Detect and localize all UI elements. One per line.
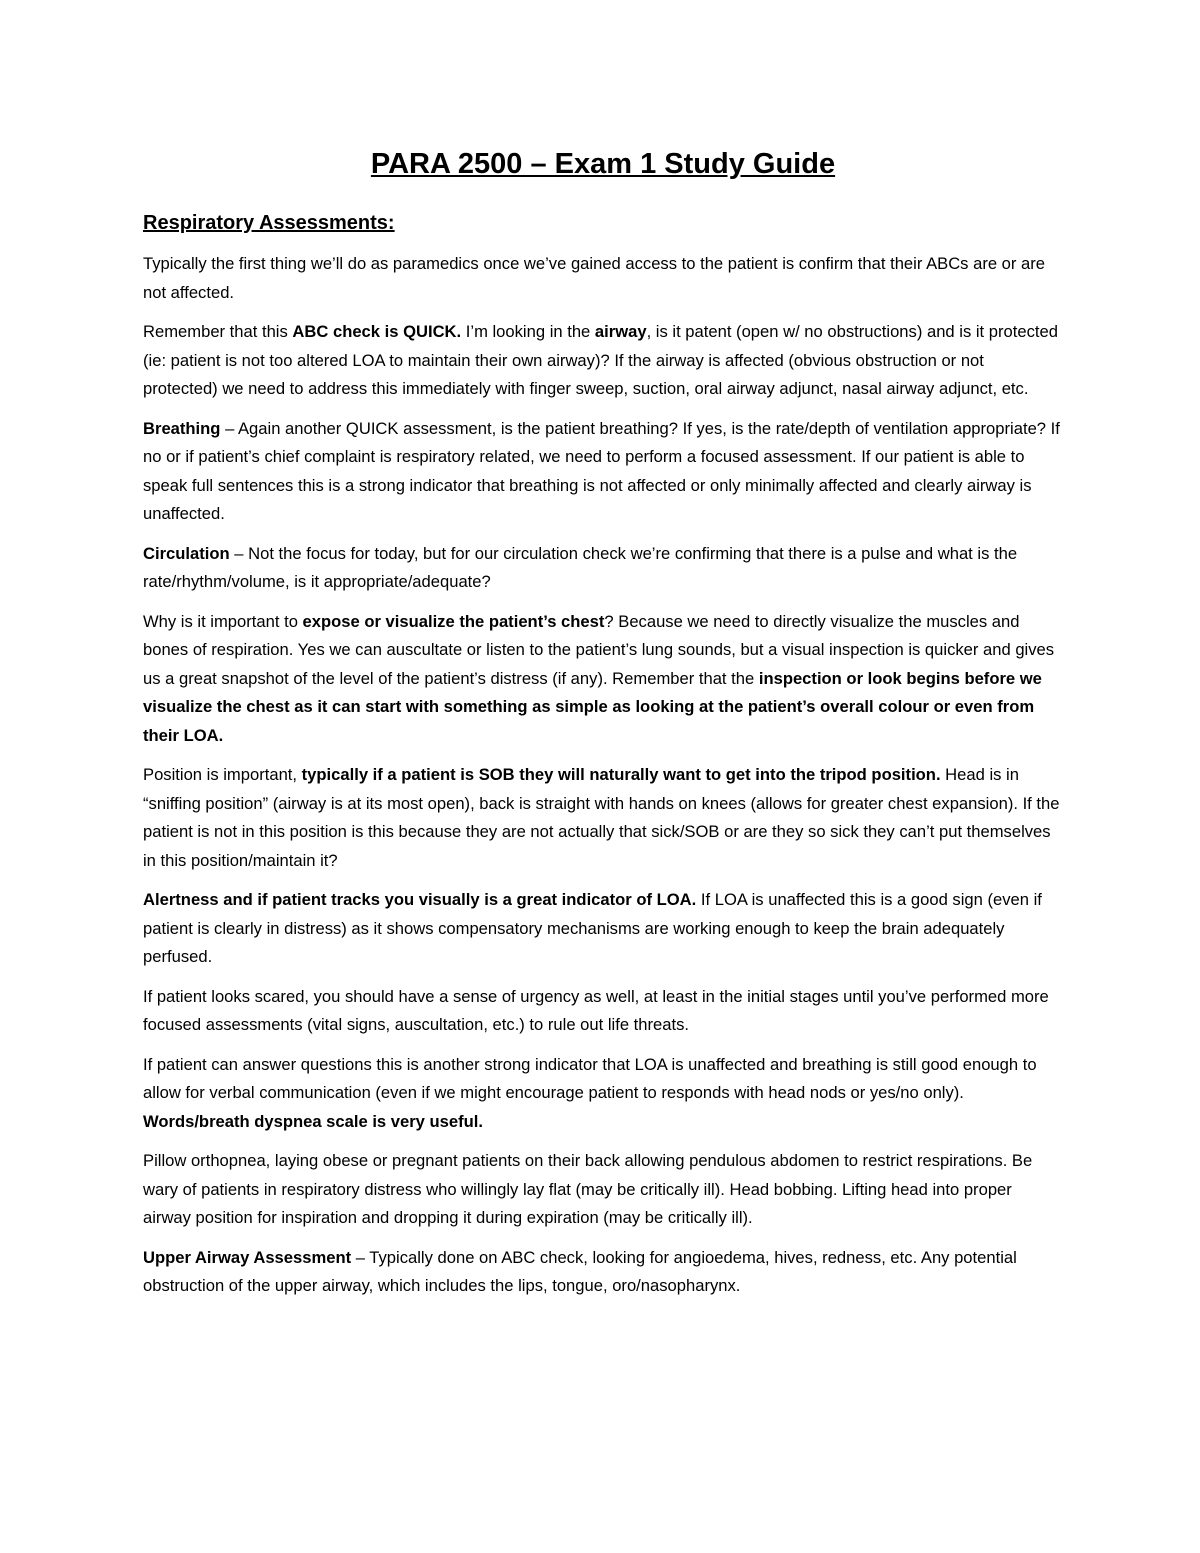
text-run: Head is in “sniffing position” (airway is at its most open), back is straight with hands on knees (allows for greater chest expansion). If the patient is not in this position is this because they are not actually that sick/SOB or are they so sick they can’t put themselves in this position/maintain it? <box>143 765 1060 870</box>
text-run: Typically the first thing we’ll do as paramedics once we’ve gained access to the patient is confirm that their ABCs are or are not affected. <box>143 254 1046 302</box>
section-heading: Respiratory Assessments: <box>143 212 395 234</box>
bold-text: ABC check is QUICK. <box>292 322 462 341</box>
bold-text: Words/breath dyspnea scale is very useful. <box>143 1111 484 1131</box>
text-run: – Again another QUICK assessment, is the patient breathing? If yes, is the rate/depth of ventilation appropriate? If no or if patient’s chief complaint is respiratory related, we need to perform a focused assessment. If our patient is able to speak full sentences this is a strong indicator that breathing is not affected or only minimally affected and clearly airway is unaffected. <box>143 418 1060 523</box>
text-run: – Not the focus for today, but for our circulation check we’re confirming that there is a pulse and what is the rate/rhythm/volume, is it appropriate/adequate? <box>143 543 1018 591</box>
text-run: – Typically done on ABC check, looking for angioedema, hives, redness, etc. Any potential obstruction of the upper airway, which includes the lips, tongue, oro/nasopharynx. <box>143 1247 1017 1295</box>
text-run: I’m looking in the <box>461 322 595 341</box>
text-run: Remember that this <box>143 322 293 341</box>
text-run: Position is important, <box>143 765 302 784</box>
bold-text: typically if a patient is SOB they will naturally want to get into the tripod position. <box>301 765 941 784</box>
text-run: If patient looks scared, you should have a sense of urgency as well, at least in the initial stages until you’ve performed more focused assessments (vital signs, auscultation, etc.) to rule out life threats. <box>143 986 1049 1034</box>
text-run: Pillow orthopnea, laying obese or pregnant patients on their back allowing pendulous abdomen to restrict respirations. Be wary of patients in respiratory distress who willingly lay flat (may be critically ill). Head bobbing. Lifting head into proper airway position for inspiration and dropping it during expiration (may be critically ill). <box>143 1151 1033 1227</box>
bold-text: expose or visualize the patient’s chest <box>302 611 605 631</box>
paragraph <box>143 250 1063 307</box>
text-run: , is it patent (open w/ no obstructions) and is it protected (ie: patient is not too altered LOA to maintain their own airway)? If the airway is affected (obvious obstruction or not protected) we need to address this immediately with finger sweep, suction, oral airway adjunct, nasal airway adjunct, etc. <box>143 322 1058 398</box>
bold-text: inspection or look begins before we visualize the chest as it can start with something as simple as looking at the patient’s overall colour or even from their LOA. <box>143 668 1042 745</box>
text-run: Why is it important to <box>143 611 303 631</box>
paragraph <box>143 415 1063 529</box>
paragraph <box>143 608 1063 751</box>
document-page <box>143 140 1063 1312</box>
bold-text: Breathing <box>143 418 221 438</box>
paragraph <box>143 761 1063 875</box>
paragraph <box>143 983 1063 1040</box>
text-run: If LOA is unaffected this is a good sign (even if patient is clearly in distress) as it shows compensatory mechanisms are working enough to keep the brain adequately perfused. <box>143 890 1042 966</box>
paragraph <box>143 886 1063 972</box>
bold-text: Circulation <box>143 543 230 563</box>
paragraph <box>143 1244 1063 1301</box>
page-title: PARA 2500 – Exam 1 Study Guide <box>370 148 836 180</box>
paragraph <box>143 540 1063 597</box>
paragraph <box>143 1147 1063 1233</box>
bold-text: Alertness and if patient tracks you visually is a great indicator of LOA. <box>143 890 697 909</box>
bold-text: airway <box>594 322 647 341</box>
text-run: ? Because we need to directly visualize the muscles and bones of respiration. Yes we can auscultate or listen to the patient’s lung sounds, but a visual inspection is quicker and gives us a great snapshot of the level of the patient’s distress (if any). Remember that the <box>143 611 1055 688</box>
text-run: If patient can answer questions this is another strong indicator that LOA is unaffected and breathing is still good enough to allow for verbal communication (even if we might encourage patient to responds with head nods or yes/no only). <box>143 1054 1037 1102</box>
paragraph <box>143 1051 1063 1137</box>
paragraph <box>143 318 1063 404</box>
document-body <box>143 250 1063 1301</box>
bold-text: Upper Airway Assessment <box>143 1247 352 1267</box>
